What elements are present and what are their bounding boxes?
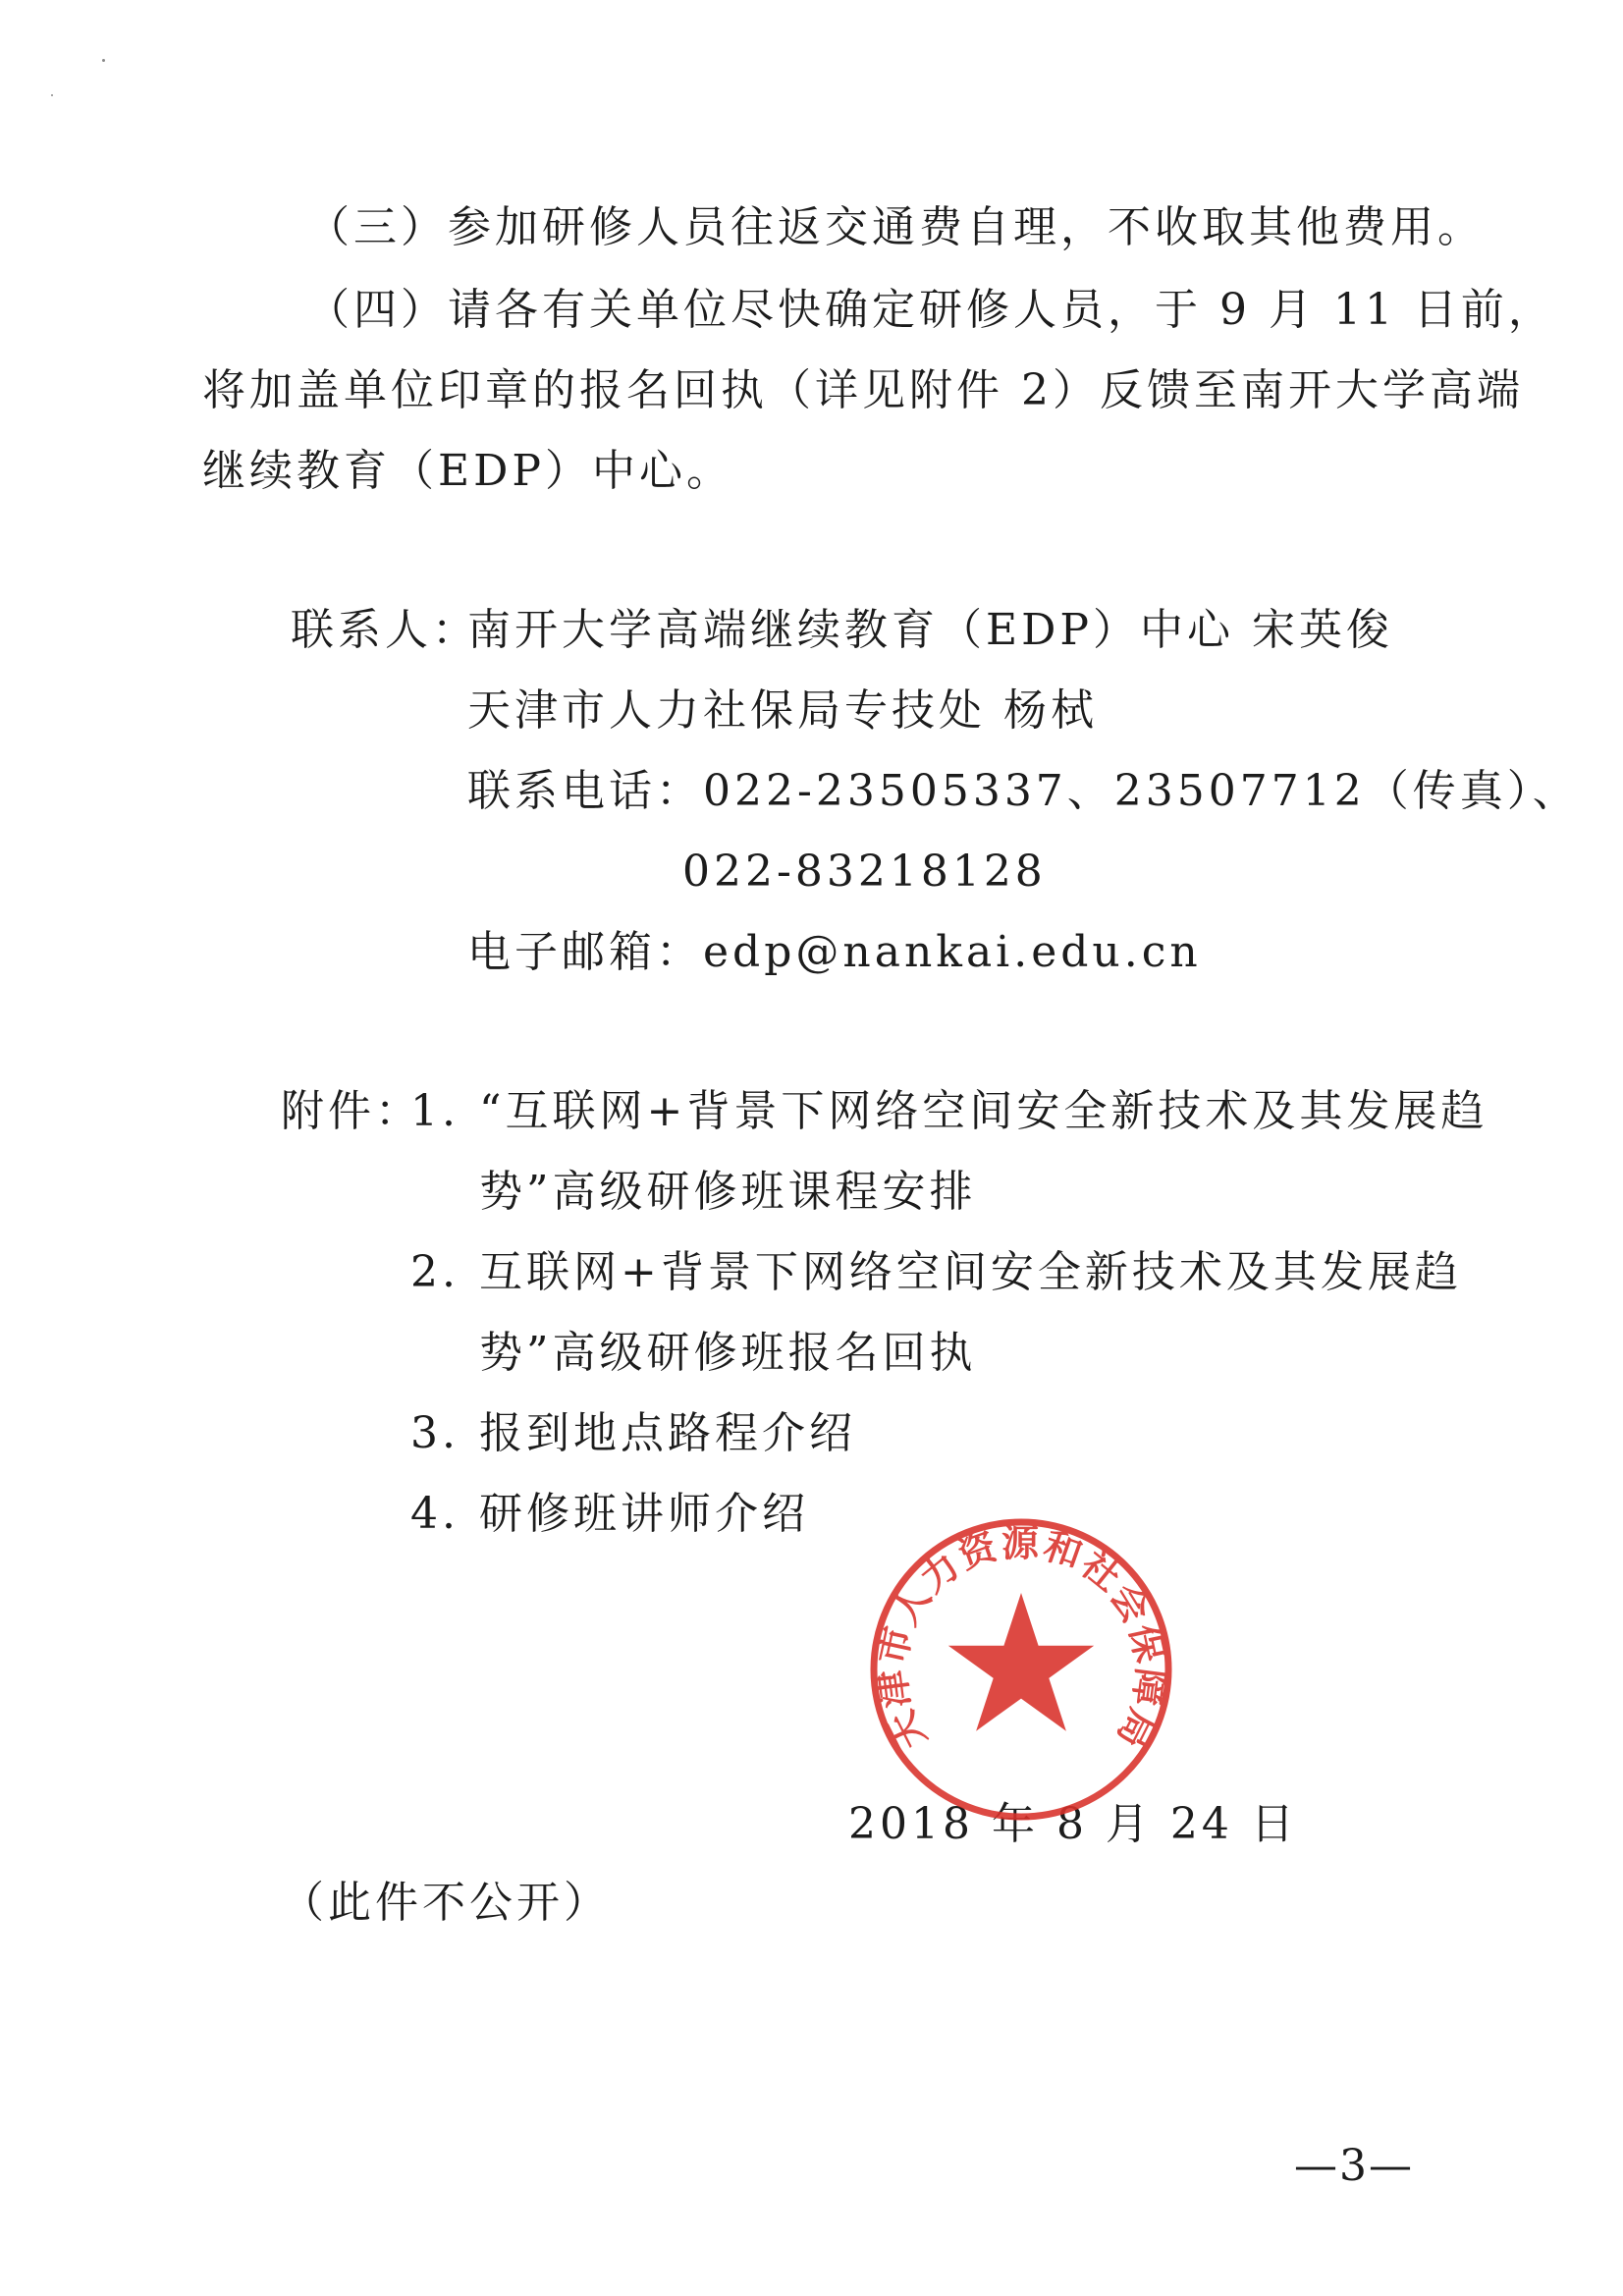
attachment-4-number: 4. — [410, 1489, 460, 1539]
seal-text-path: 天津市人力资源和社会保障局 — [868, 1520, 1174, 1758]
seal-star-icon — [948, 1593, 1094, 1731]
attachment-1-line-1: “互联网+背景下网络空间安全新技术及其发展趋 — [479, 1086, 1488, 1136]
contact-label: 联系人： — [291, 605, 479, 655]
attachment-1-line-2: 势”高级研修班课程安排 — [479, 1167, 977, 1217]
attachment-2-line-2: 势”高级研修班报名回执 — [479, 1328, 977, 1378]
scan-speck — [51, 94, 53, 96]
attachment-3-line-1: 报到地点路程介绍 — [479, 1408, 856, 1458]
attachment-2-line-1: 互联网+背景下网络空间安全新技术及其发展趋 — [479, 1247, 1462, 1297]
paragraph-item-3: （三）参加研修人员往返交通费自理，不收取其他费用。 — [306, 202, 1485, 252]
scan-speck — [102, 59, 105, 62]
page-number: —3— — [1294, 2141, 1414, 2191]
official-seal — [864, 1512, 1178, 1827]
attachment-4-line-1: 研修班讲师介绍 — [479, 1489, 809, 1539]
issue-date: 2018 年 8 月 24 日 — [848, 1799, 1298, 1849]
attachment-2-number: 2. — [410, 1247, 460, 1297]
paragraph-item-4-line-2: 将加盖单位印章的报名回执（详见附件 2）反馈至南开大学高端 — [202, 365, 1524, 415]
paragraph-item-4-line-3: 继续教育（EDP）中心。 — [202, 446, 734, 496]
attachment-3-number: 3. — [410, 1408, 460, 1458]
contact-phone-2: 022-83218128 — [682, 847, 1047, 897]
paragraph-item-4-line-1: （四）请各有关单位尽快确定研修人员，于 9 月 11 日前， — [306, 285, 1555, 335]
confidentiality-note: （此件不公开） — [281, 1878, 611, 1928]
attachments-label: 附件： — [281, 1086, 422, 1136]
contact-edp: 南开大学高端继续教育（EDP）中心 宋英俊 — [467, 605, 1393, 655]
contact-phone: 联系电话：022-23505337、23507712（传真）、 — [467, 766, 1580, 816]
attachment-1-number: 1. — [410, 1086, 460, 1136]
contact-bureau: 天津市人力社保局专技处 杨栻 — [467, 685, 1098, 736]
contact-email: 电子邮箱：edp@nankai.edu.cn — [467, 927, 1202, 977]
